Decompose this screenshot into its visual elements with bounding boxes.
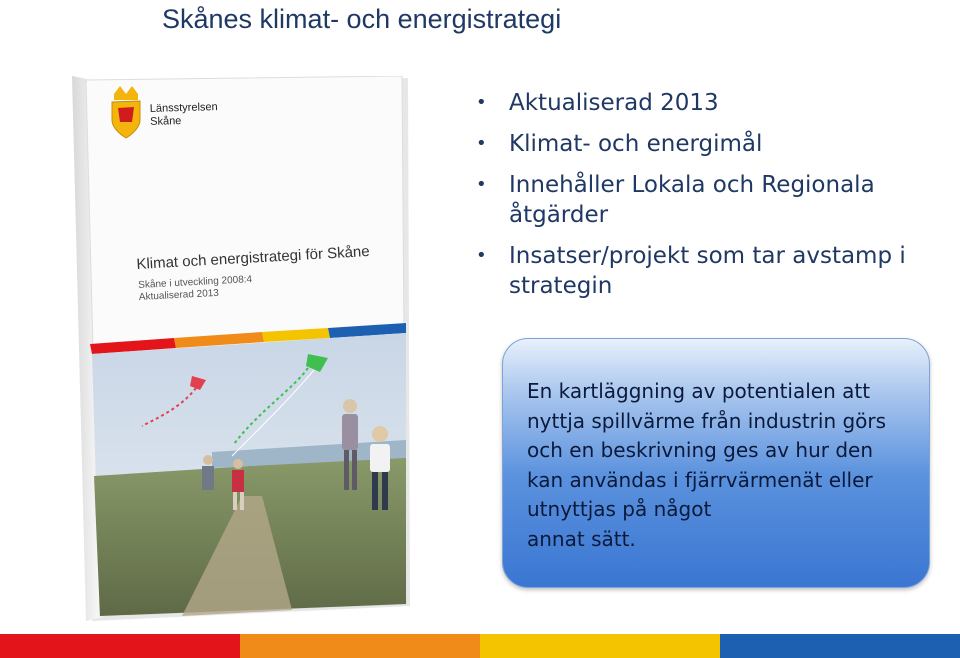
bullet-icon: • bbox=[476, 92, 487, 113]
callout-text: En kartläggning av potentialen att nyttja spillvärme från industrin görs och en beskrivning ges av hur den kan användas i fjärrvärmenät eller utnyttjas på något annat sätt. bbox=[527, 379, 887, 551]
cover-subtitle: Skåne i utveckling 2008:4 Aktualiserad 2013 bbox=[138, 274, 253, 303]
bullet-item: • Innehåller Lokala och Regionala åtgärder bbox=[476, 172, 875, 228]
bullet-icon: • bbox=[476, 174, 487, 195]
bullet-item: • Klimat- och energimål bbox=[476, 131, 763, 157]
stripe-orange bbox=[240, 634, 480, 658]
bullet-item: • Aktualiserad 2013 bbox=[476, 90, 719, 116]
cover-title: Klimat och energistrategi för Skåne bbox=[136, 242, 371, 273]
stripe-blue bbox=[720, 634, 960, 658]
stripe-yellow bbox=[480, 634, 720, 658]
bullet-icon: • bbox=[476, 245, 487, 266]
report-cover-image bbox=[62, 76, 412, 616]
stripe-red bbox=[0, 634, 240, 658]
page-title: Skånes klimat- och energistrategi bbox=[162, 4, 562, 34]
cover-org-name: Länsstyrelsen Skåne bbox=[149, 101, 218, 128]
bullet-icon: • bbox=[476, 133, 487, 154]
brand-stripe-bar bbox=[0, 634, 960, 658]
bullet-list bbox=[474, 88, 944, 312]
bullet-item: • Insatser/projekt som tar avstamp i strategin bbox=[476, 243, 906, 299]
info-callout bbox=[502, 338, 930, 588]
